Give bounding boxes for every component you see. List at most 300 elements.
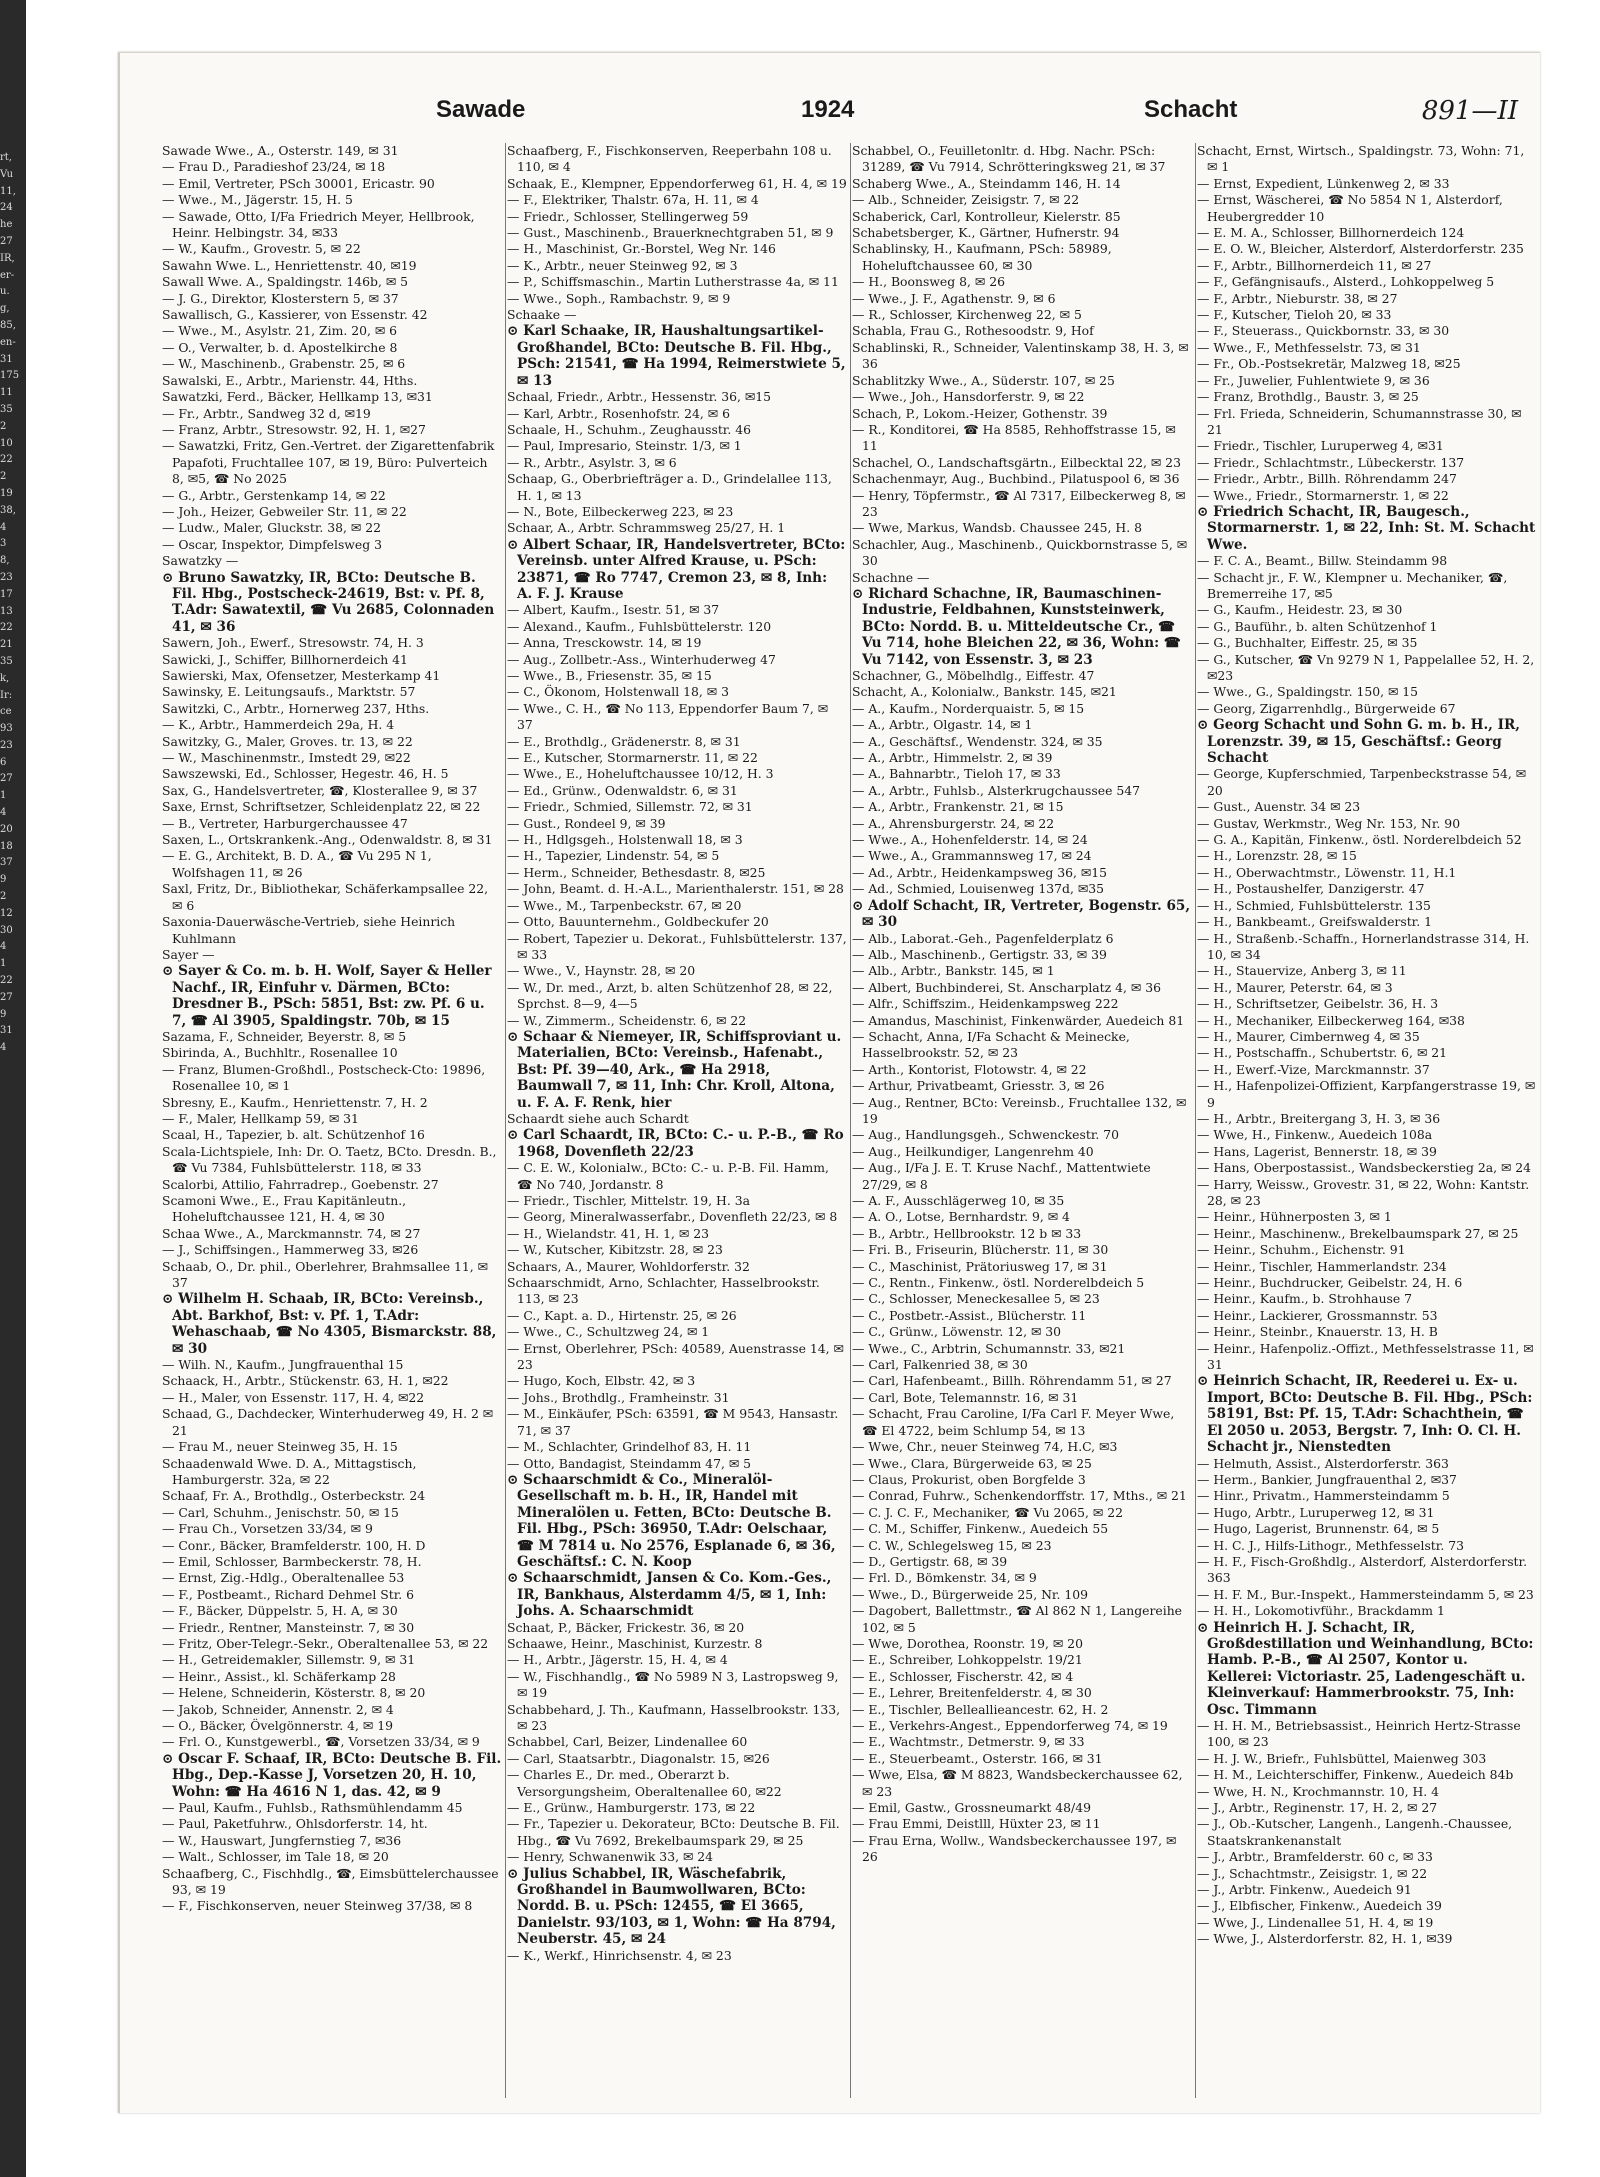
directory-entry: — Wwe., A., Grammannsweg 17, ✉ 24 [852,848,1092,864]
edge-fragment: 23 [0,571,13,583]
directory-entry: — Ernst, Zig.-Hdlg., Oberaltenallee 53 [162,1570,405,1586]
edge-fragment: 4 [0,1042,7,1054]
directory-entry: Schaak, E., Klempner, Eppendorferweg 61, H. 4, ✉ 19 [507,175,847,191]
directory-entry: — H., Maschinist, Gr.-Borstel, Weg Nr. 146 [507,241,776,257]
directory-entry: Saxonia-Dauerwäsche-Vertrieb, siehe Heinrich Kuhlmann [162,914,456,946]
adjacent-page-fragment [0,150,26,1057]
directory-entry: Schablinsky, H., Kaufmann, PSch: 58989, Hoheluftchaussee 60, ✉ 30 [852,241,1112,273]
directory-entry: — R., Konditorei, ☎ Ha 8585, Rehhoffstrasse 15, ✉ 11 [852,421,1176,454]
directory-entry: — A., Arbtr., Fuhlsb., Alsterkrugchaussee 547 [852,782,1140,798]
directory-entry: — Fr., Tapezier u. Dekorateur, BCto: Deutsche B. Fil. Hbg., ☎ Vu 7692, Brekelbaumspark 29, ✉ 25 [507,1816,840,1848]
directory-entry: — F., Arbtr., Billhornerdeich 11, ✉ 27 [1197,257,1432,273]
edge-fragment: 18 [0,840,13,852]
directory-entry: — Schacht, Anna, I/Fa Schacht & Meinecke, Hasselbrookstr. 52, ✉ 23 [852,1028,1130,1061]
directory-entry: — W., Maschinenb., Grabenstr. 25, ✉ 6 [162,356,406,372]
directory-entry: Schaal, Friedr., Arbtr., Hessenstr. 36, ✉15 [507,389,772,405]
directory-entry: — R., Schlosser, Kirchenweg 22, ✉ 5 [852,307,1082,323]
directory-entry: — Hugo, Koch, Elbstr. 42, ✉ 3 [507,1373,696,1389]
directory-entry: — F., Postbeamt., Richard Dehmel Str. 6 [162,1586,415,1602]
directory-entry: — H., Tapezier, Lindenstr. 54, ✉ 5 [507,848,720,864]
directory-entry: — Gust., Maschinenb., Brauerknechtgraben 51, ✉ 9 [507,225,834,241]
directory-entry: — Wwe, J., Lindenallee 51, H. 4, ✉ 19 [1197,1914,1434,1930]
directory-entry: — Hugo, Lagerist, Brunnenstr. 64, ✉ 5 [1197,1521,1440,1537]
directory-entry: — Carl, Staatsarbtr., Diagonalstr. 15, ✉26 [507,1750,770,1766]
edge-fragment: 1 [0,958,7,970]
directory-entry: — Helmuth, Assist., Alsterdorferstr. 363 [1197,1455,1449,1471]
directory-entry: Schaafberg, C., Fischhdlg., ☎, Eimsbüttelerchaussee 93, ✉ 19 [162,1865,499,1898]
directory-entry: Schachel, O., Landschaftsgärtn., Eilbecktal 22, ✉ 23 [852,454,1181,470]
directory-entry: — Hugo, Arbtr., Luruperweg 12, ✉ 31 [1197,1504,1435,1520]
edge-fragment: he [0,219,13,231]
column-4 [1197,143,1537,2098]
edge-fragment: 17 [0,588,13,600]
directory-entry: — Aug., Handlungsgeh., Schwenckestr. 70 [852,1127,1120,1143]
directory-entry: — C., Ökonom, Holstenwall 18, ✉ 3 [507,684,729,700]
directory-entry: — Wwe, J., Alsterdorferstr. 82, H. 1, ✉39 [1197,1931,1453,1947]
directory-entry: — H., Oberwachtmstr., Löwenstr. 11, H.1 [1197,864,1457,880]
directory-entry: — Gustav, Werkmstr., Weg Nr. 153, Nr. 90 [1197,815,1461,831]
edge-fragment: 24 [0,202,13,214]
directory-entry: — H. C. J., Hilfs-Lithogr., Methfesselstr. 73 [1197,1537,1464,1553]
edge-fragment: u. [0,286,10,298]
directory-entry: — C., Schlosser, Meneckesallee 5, ✉ 23 [852,1291,1100,1307]
directory-columns [162,143,1538,2098]
directory-entry: — Amandus, Maschinist, Finkenwärder, Auedeich 81 [852,1012,1185,1028]
directory-entry: Sazama, F., Schneider, Beyerstr. 8, ✉ 5 [162,1028,407,1044]
directory-entry: — Wwe., M., Asylstr. 21, Zim. 20, ✉ 6 [162,323,398,339]
edge-fragment: 20 [0,823,13,835]
page-header [118,88,1538,136]
directory-entry: — Friedr., Schmied, Sillemstr. 72, ✉ 31 [507,799,753,815]
directory-entry: Schaberg Wwe., A., Steindamm 146, H. 14 [852,175,1121,191]
directory-entry: — Wwe., C., Schultzweg 24, ✉ 1 [507,1324,710,1340]
directory-entry: — H., Lorenzstr. 28, ✉ 15 [1197,848,1357,864]
directory-entry: Schaad, G., Dachdecker, Winterhuderweg 49, H. 2 ✉ 21 [162,1406,494,1438]
directory-entry: — W., Fischhandlg., ☎ No 5989 N 3, Lastropsweg 9, ✉ 19 [507,1668,839,1701]
directory-entry: Schabla, Frau G., Rothesoodstr. 9, Hof [852,323,1094,339]
directory-entry: — A. F., Ausschlägerweg 10, ✉ 35 [852,1193,1065,1208]
page-number: 891—II [1421,96,1518,126]
directory-entry: — H., Maurer, Cimbernweg 4, ✉ 35 [1197,1028,1420,1044]
directory-entry: ⊙ Friedrich Schacht, IR, Baugesch., Stormarnerstr. 1, ✉ 22, Inh: St. M. Schacht Wwe. [1197,503,1536,553]
directory-entry: — Alexand., Kaufm., Fuhlsbüttelerstr. 120 [507,618,772,634]
directory-entry: — Schacht jr., F. W., Klempner u. Mechaniker, ☎, Bremerreihe 17, ✉5 [1197,569,1508,601]
directory-entry: Schablitzky Wwe., A., Süderstr. 107, ✉ 25 [852,372,1115,388]
directory-entry: — E. M. A., Schlosser, Billhornerdeich 124 [1197,225,1465,241]
edge-fragment: 2 [0,420,7,432]
directory-entry: — Georg, Mineralwasserfabr., Dovenfleth 22/23, ✉ 8 [507,1209,838,1225]
directory-entry: — Emil, Schlosser, Barmbeckerstr. 78, H. [162,1553,422,1569]
edge-fragment: 35 [0,403,13,415]
directory-entry: Saxen, L., Ortskrankenk.-Ang., Odenwaldstr. 8, ✉ 31 [162,832,493,848]
directory-entry: — Wwe., J. F., Agathenstr. 9, ✉ 6 [852,290,1056,306]
edge-fragment: IR, [0,252,15,264]
directory-entry: — Alb., Maschinenb., Gertigstr. 33, ✉ 39 [852,946,1107,962]
directory-entry: — D., Gertigstr. 68, ✉ 39 [852,1553,1008,1569]
edge-fragment: 2 [0,471,7,483]
directory-entry: — Charles E., Dr. med., Oberarzt b. Versorgungsheim, Oberaltenallee 60, ✉22 [507,1767,782,1799]
directory-entry: — Fr., Arbtr., Sandweg 32 d, ✉19 [162,405,371,421]
directory-entry: Schachner, G., Möbelhdlg., Eiffestr. 47 [852,668,1095,683]
directory-entry: — H., Postschaffn., Schubertstr. 6, ✉ 21 [1197,1045,1448,1061]
directory-entry: — J. G., Direktor, Klosterstern 5, ✉ 37 [162,290,399,306]
directory-entry: — Frl. D., Bömkenstr. 34, ✉ 9 [852,1570,1037,1586]
directory-entry: — E., Steuerbeamt., Osterstr. 166, ✉ 31 [852,1750,1103,1766]
directory-entry: — Otto, Bandagist, Steindamm 47, ✉ 5 [507,1455,752,1471]
edge-fragment: 12 [0,907,13,919]
directory-entry: — H. F., Fisch-Großhdlg., Alsterdorf, Alsterdorferstr. 363 [1197,1553,1528,1586]
directory-entry: — E., Wachtmstr., Detmerstr. 9, ✉ 33 [852,1734,1085,1750]
directory-entry: — F., Gefängnisaufs., Alsterd., Lohkoppelweg 5 [1197,274,1495,290]
directory-entry: ⊙ Georg Schacht und Sohn G. m. b. H., IR, Lorenzstr. 39, ✉ 15, Geschäftsf.: Georg Schacht [1197,717,1521,767]
directory-entry: — B., Vertreter, Harburgerchaussee 47 [162,815,408,831]
directory-entry: — Carl, Falkenried 38, ✉ 30 [852,1357,1028,1373]
directory-entry: — H., Schriftsetzer, Geibelstr. 36, H. 3 [1197,996,1439,1012]
directory-entry: — C., Maschinist, Prätoriusweg 17, ✉ 31 [852,1258,1108,1274]
directory-entry: — K., Arbtr., neuer Steinweg 92, ✉ 3 [507,257,738,273]
directory-entry: Schabbel, O., Feuilletonltr. d. Hbg. Nachr. PSch: 31289, ☎ Vu 7914, Schrötteringksweg 21, ✉ 37 [852,143,1166,175]
directory-entry: — H. F. M., Bur.-Inspekt., Hammersteindamm 5, ✉ 23 [1197,1586,1534,1602]
directory-entry: Scaal, H., Tapezier, b. alt. Schützenhof 16 [162,1127,425,1143]
directory-entry: — W., Kutscher, Kibitzstr. 28, ✉ 23 [507,1242,723,1258]
directory-entry: Schaack, H., Arbtr., Stückenstr. 63, H. 1, ✉22 [162,1373,449,1389]
directory-entry: ⊙ Oscar F. Schaaf, IR, BCto: Deutsche B. Fil. Hbg., Dep.-Kasse J, Vorsetzen 20, H. 10, Wohn: ☎ Ha 4616 N 1, das. 42, ✉ 9 [162,1750,502,1800]
directory-entry: — Georg, Zigarrenhdlg., Bürgerweide 67 [1197,700,1456,716]
directory-entry: — J., Arbtr. Finkenw., Auedeich 91 [1197,1882,1412,1898]
directory-entry: — C., Kapt. a. D., Hirtenstr. 25, ✉ 26 [507,1307,737,1323]
directory-entry: — Hinr., Privatm., Hammersteindamm 5 [1197,1488,1450,1504]
directory-entry: — J., Arbtr., Bramfelderstr. 60 c, ✉ 33 [1197,1849,1433,1865]
directory-entry: — Wwe., E., Hoheluftchaussee 10/12, H. 3 [507,766,774,782]
column-2 [507,143,847,2098]
edge-fragment: 31 [0,1025,13,1037]
directory-entry: — Wwe., D., Bürgerweide 25, Nr. 109 [852,1586,1089,1602]
directory-entry: — Frau D., Paradieshof 23/24, ✉ 18 [162,159,386,175]
directory-entry: — Frau Ch., Vorsetzen 33/34, ✉ 9 [162,1521,373,1537]
directory-entry: Sawszewski, Ed., Schlosser, Hegestr. 46, H. 5 [162,766,449,782]
edge-fragment: 3 [0,538,7,550]
directory-entry: — H., Boonsweg 8, ✉ 26 [852,274,1005,290]
directory-entry: — Hans, Lagerist, Bennerstr. 18, ✉ 39 [1197,1143,1437,1159]
directory-entry: Schabetsberger, K., Gärtner, Hufnerstr. 94 [852,225,1120,241]
directory-entry: — George, Kupferschmied, Tarpenbeckstrasse 54, ✉ 20 [1197,766,1527,798]
edge-fragment: Ir: [0,689,13,701]
edge-fragment: 9 [0,1008,7,1020]
directory-entry: — H. H. M., Betriebsassist., Heinrich Hertz-Strasse 100, ✉ 23 [1197,1718,1521,1750]
directory-entry: — Dagobert, Ballettmstr., ☎ Al 862 N 1, Langereihe 102, ✉ 5 [852,1603,1183,1635]
edge-fragment: 22 [0,622,13,634]
directory-entry: Scamoni Wwe., E., Frau Kapitänleutn., Hoheluftchaussee 121, H. 4, ✉ 30 [162,1193,407,1225]
edge-fragment: 8, [0,555,10,567]
directory-entry: — A., Ahrensburgerstr. 24, ✉ 22 [852,815,1055,831]
directory-entry: — E. G., Architekt, B. D. A., ☎ Vu 295 N 1, Wolfshagen 11, ✉ 26 [162,848,432,880]
directory-entry: — A., Arbtr., Olgastr. 14, ✉ 1 [852,717,1033,733]
edge-fragment: 6 [0,756,7,768]
directory-entry: — Heinr., Hühnerposten 3, ✉ 1 [1197,1209,1392,1225]
directory-entry: — W., Maschinenmstr., Imstedt 29, ✉22 [162,750,411,766]
directory-entry: Sawitzki, C., Arbtr., Hornerweg 237, Hths. [162,700,430,716]
directory-entry: ⊙ Schaar & Niemeyer, IR, Schiffsproviant u. Materialien, BCto: Vereinsb., Hafenabt., Bst: Pf. 39—40, Ark., ☎ Ha 2918, Baumwall 7, ✉ 11, Inh: Chr. Kroll, Altona, u. F. A. F. Renk, hier [507,1028,842,1111]
directory-entry: — G., Bauführ., b. alten Schützenhof 1 [1197,618,1438,634]
edge-fragment: Vu [0,168,14,180]
edge-fragment: 27 [0,235,13,247]
edge-fragment: 175 [0,370,20,382]
directory-entry: — Heinr., Lackierer, Grossmannstr. 53 [1197,1307,1438,1323]
directory-entry: — H., Bankbeamt., Greifswalderstr. 1 [1197,914,1432,930]
directory-entry: — F., Fischkonserven, neuer Steinweg 37/38, ✉ 8 [162,1898,473,1914]
edge-fragment: 85, [0,319,16,331]
directory-entry: Schabbel, Carl, Beizer, Lindenallee 60 [507,1734,748,1750]
directory-entry: — Wwe, H. N., Krochmannstr. 10, H. 4 [1197,1783,1440,1799]
directory-entry: ⊙ Bruno Sawatzky, IR, BCto: Deutsche B. Fil. Hbg., Postscheck-24619, Bst: v. Pf. 8, T.Adr: Sawatextil, ☎ Vu 2685, Colonnaden 41, ✉ 36 [162,569,495,635]
directory-entry: — W., Kaufm., Grovestr. 5, ✉ 22 [162,241,361,257]
directory-entry: Saxl, Fritz, Dr., Bibliothekar, Schäferkampsallee 22, ✉ 6 [162,881,489,913]
directory-entry: — C., Grünw., Löwenstr. 12, ✉ 30 [852,1324,1062,1340]
directory-entry: Schaawe, Heinr., Maschinist, Kurzestr. 8 [507,1635,763,1651]
directory-entry: — Hans, Oberpostassist., Wandsbeckerstieg 2a, ✉ 24 [1197,1160,1532,1176]
directory-entry: — Wwe, Markus, Wandsb. Chaussee 245, H. 8 [852,520,1142,536]
directory-entry: Schablinski, R., Schneider, Valentinskamp 38, H. 3, ✉ 36 [852,339,1189,372]
directory-entry: Sawallisch, G., Kassierer, von Essenstr. 42 [162,307,428,323]
edge-fragment: 27 [0,773,13,785]
directory-entry: — Wwe, Elsa, ☎ M 8823, Wandsbeckerchaussee 62, ✉ 23 [852,1767,1183,1799]
directory-entry: — Wwe., Soph., Rambachstr. 9, ✉ 9 [507,290,731,306]
directory-entry: Sawitzky, G., Maler, Groves. tr. 13, ✉ 22 [162,733,413,749]
directory-entry: — H., Schmied, Fuhlsbüttelerstr. 135 [1197,897,1431,913]
directory-entry: — H. J. W., Briefr., Fuhlsbüttel, Maienweg 303 [1197,1750,1487,1766]
directory-entry: — Wwe., C. H., ☎ No 113, Eppendorfer Baum 7, ✉ 37 [507,700,829,733]
directory-entry: — Emil, Gastw., Grossneumarkt 48/49 [852,1800,1091,1816]
directory-entry: — Franz, Arbtr., Stresowstr. 92, H. 1, ✉27 [162,421,426,437]
directory-entry: — O., Verwalter, b. d. Apostelkirche 8 [162,339,398,355]
directory-entry: Schachne — [852,569,930,585]
directory-entry: — J., Schachtmstr., Zeisigstr. 1, ✉ 22 [1197,1865,1428,1881]
edge-fragment: 2 [0,891,7,903]
directory-entry: Schaaf, Fr. A., Brothdlg., Osterbeckstr. 24 [162,1488,426,1504]
directory-entry: Schabbehard, J. Th., Kaufmann, Hasselbrookstr. 133, ✉ 23 [507,1701,841,1733]
edge-fragment: 93 [0,723,13,735]
directory-entry: ⊙ Julius Schabbel, IR, Wäschefabrik, Großhandel in Baumwollwaren, BCto: Nordd. B. u. PSch: 12455, ☎ El 3665, Danielstr. 93/103, ✉ 1, Wohn: ☎ Ha 8794, Neuberstr. 45, ✉ 24 [507,1865,836,1948]
directory-entry: — Gust., Auenstr. 34 ✉ 23 [1197,799,1361,815]
directory-entry: — Alfr., Schiffszim., Heidenkampsweg 222 [852,996,1119,1012]
edge-fragment: 23 [0,739,13,751]
directory-entry: — J., Elbfischer, Finkenw., Auedeich 39 [1197,1898,1442,1914]
directory-entry: — Carl, Hafenbeamt., Billh. Röhrendamm 51, ✉ 27 [852,1373,1172,1389]
directory-entry: ⊙ Adolf Schacht, IR, Vertreter, Bogenstr. 65, ✉ 30 [852,897,1191,931]
directory-entry: — Wilh. N., Kaufm., Jungfrauenthal 15 [162,1357,404,1373]
edge-fragment: k, [0,672,10,684]
directory-entry: — Ed., Grünw., Odenwaldstr. 6, ✉ 31 [507,782,738,798]
directory-entry: — Wwe., C., Arbtrin, Schumannstr. 33, ✉21 [852,1340,1126,1356]
header-last-entry: Schacht [1144,96,1238,123]
directory-entry: — A., Geschäftsf., Wendenstr. 324, ✉ 35 [852,733,1103,749]
directory-entry: — Wwe, H., Finkenw., Auedeich 108a [1197,1127,1433,1143]
directory-entry: — A., Arbtr., Himmelstr. 2, ✉ 39 [852,750,1053,766]
directory-entry: Sawatzky — [162,553,239,569]
directory-entry: Sax, G., Handelsvertreter, ☎, Klosterallee 9, ✉ 37 [162,782,478,798]
directory-entry: — Ernst, Expedient, Lünkenweg 2, ✉ 33 [1197,175,1450,191]
directory-entry: — Wwe., Friedr., Stormarnerstr. 1, ✉ 22 [1197,487,1449,503]
directory-entry: — Wwe, Dorothea, Roonstr. 19, ✉ 20 [852,1635,1083,1651]
edge-fragment: 37 [0,857,13,869]
directory-entry: — Wwe., F., Methfesselstr. 73, ✉ 31 [1197,339,1421,355]
directory-entry: — H., Maler, von Essenstr. 117, H. 4, ✉22 [162,1389,425,1405]
directory-entry: — Sawade, Otto, I/Fa Friedrich Meyer, Hellbrook, Heinr. Helbingstr. 34, ✉33 [162,208,475,241]
directory-entry: — Ernst, Wäscherei, ☎ No 5854 N 1, Alsterdorf, Heubergredder 10 [1197,192,1503,224]
directory-entry: Schaat, P., Bäcker, Frickestr. 36, ✉ 20 [507,1619,745,1635]
directory-entry: — Henry, Schwanenwik 33, ✉ 24 [507,1849,714,1865]
directory-entry: — Frau Emmi, Deistlll, Hüxter 23, ✉ 11 [852,1816,1101,1832]
directory-entry: Schaarschmidt, Arno, Schlachter, Hasselbrookstr. 113, ✉ 23 [507,1275,820,1307]
directory-entry: Schacht, Ernst, Wirtsch., Spaldingstr. 73, Wohn: 71, ✉ 1 [1197,143,1525,175]
directory-entry: Schaab, O., Dr. phil., Oberlehrer, Brahmsallee 11, ✉ 37 [162,1258,489,1291]
directory-entry: — Johs., Brothdlg., Framheinstr. 31 [507,1389,730,1405]
directory-entry: Schachler, Aug., Maschinenb., Quickbornstrasse 5, ✉ 30 [852,536,1188,569]
edge-fragment: 11, [0,185,16,197]
directory-entry: — M., Einkäufer, PSch: 63591, ☎ M 9543, Hansastr. 71, ✉ 37 [507,1406,839,1438]
edge-fragment: 11 [0,387,13,399]
directory-entry: — Fr., Ob.-Postsekretär, Malzweg 18, ✉25 [1197,356,1461,372]
directory-entry: ⊙ Sayer & Co. m. b. H. Wolf, Sayer & Heller Nachf., IR, Einfuhr v. Därmen, BCto: Dresdner B., PSch: 5851, Bst: zw. Pf. 6 u. 7, ☎ Al 3905, Spaldingstr. 70b, ✉ 15 [162,963,492,1029]
directory-entry: Schaafberg, F., Fischkonserven, Reeperbahn 108 u. 110, ✉ 4 [507,143,832,175]
directory-entry: — W., Dr. med., Arzt, b. alten Schützenhof 28, ✉ 22, Sprchst. 8—9, 4—5 [507,979,833,1012]
directory-entry: — E. O. W., Bleicher, Alsterdorf, Alsterdorferstr. 235 [1197,241,1524,257]
directory-entry: — C., Rentn., Finkenw., östl. Norderelbdeich 5 [852,1275,1145,1291]
directory-entry: — Friedr., Rentner, Mansteinstr. 7, ✉ 30 [162,1619,415,1635]
directory-entry: — Jakob, Schneider, Annenstr. 2, ✉ 4 [162,1701,394,1717]
directory-entry: — Friedr., Arbtr., Billh. Röhrendamm 247 [1197,471,1457,487]
directory-entry: — A., Bahnarbtr., Tieloh 17, ✉ 33 [852,766,1061,782]
directory-entry: Sawall Wwe. A., Spaldingstr. 146b, ✉ 5 [162,274,409,290]
directory-entry: Sayer — [162,946,215,962]
directory-entry: — Helene, Schneiderin, Kösterstr. 8, ✉ 20 [162,1685,426,1701]
edge-fragment: 27 [0,991,13,1003]
directory-entry: — G. A., Kapitän, Finkenw., östl. Norderelbdeich 52 [1197,832,1522,848]
directory-entry: — G., Buchhalter, Eiffestr. 25, ✉ 35 [1197,635,1418,651]
directory-entry: Sawalski, E., Arbtr., Marienstr. 44, Hths. [162,372,418,388]
directory-entry: — N., Bote, Eilbeckerweg 223, ✉ 23 [507,503,734,519]
edge-fragment: 13 [0,605,13,617]
directory-entry: — Alb., Arbtr., Bankstr. 145, ✉ 1 [852,963,1055,979]
directory-entry: — Paul, Paketfuhrw., Ohlsdorferstr. 14, ht. [162,1816,428,1832]
directory-entry: — Heinr., Tischler, Hammerlandstr. 234 [1197,1258,1447,1274]
column-3 [852,143,1192,2098]
directory-entry: — G., Kutscher, ☎ Vn 9279 N 1, Pappelallee 52, H. 2, ✉23 [1197,651,1535,683]
directory-entry: — K., Werkf., Hinrichsenstr. 4, ✉ 23 [507,1947,732,1963]
directory-entry: — E., Tischler, Belleallieancestr. 62, H. 2 [852,1701,1109,1717]
directory-entry: — G., Kaufm., Heidestr. 23, ✉ 30 [1197,602,1403,618]
directory-entry: — H., Mechaniker, Eilbeckerweg 164, ✉38 [1197,1012,1465,1028]
directory-entry: — Carl, Schuhm., Jenischstr. 50, ✉ 15 [162,1504,399,1520]
directory-entry: — Paul, Impresario, Steinstr. 1/3, ✉ 1 [507,438,742,454]
directory-entry: — Robert, Tapezier u. Dekorat., Fuhlsbüttelerstr. 137, ✉ 33 [507,930,847,962]
directory-entry: ⊙ Wilhelm H. Schaab, IR, BCto: Vereinsb., Abt. Barkhof, Bst: v. Pf. 1, T.Adr: Wehaschaab, ☎ No 4305, Bismarckstr. 88, ✉ 30 [162,1291,497,1357]
directory-entry: — Otto, Bauunternehm., Goldbeckufer 20 [507,914,769,930]
directory-entry: — Fritz, Ober-Telegr.-Sekr., Oberaltenallee 53, ✉ 22 [162,1635,489,1651]
directory-entry: — Paul, Kaufm., Fuhlsb., Rathsmühlendamm 45 [162,1800,463,1816]
directory-entry: — J., Ob.-Kutscher, Langenh., Langenh.-Chaussee, Staatskrankenanstalt [1197,1816,1513,1848]
directory-entry: — Wwe., V., Haynstr. 28, ✉ 20 [507,963,696,979]
directory-entry: — H., Stauervize, Anberg 3, ✉ 11 [1197,963,1407,979]
edge-fragment: 4 [0,941,7,953]
directory-entry: — H., Hdlgsgeh., Holstenwall 18, ✉ 3 [507,832,743,848]
directory-entry: — C. M., Schiffer, Finkenw., Auedeich 55 [852,1521,1109,1537]
directory-entry: ⊙ Heinrich H. J. Schacht, IR, Großdestillation und Weinhandlung, BCto: Hamb. P.-B., ☎ Al 2507, Kontor u. Kellerei: Victoriastr. 25, Ladengeschäft u. Kleinverkauf: Hammerbrookstr. 75, Inh: Osc. Timmann [1197,1619,1534,1718]
directory-entry: — H., Wielandstr. 41, H. 1, ✉ 23 [507,1225,709,1241]
directory-entry: — G., Arbtr., Gerstenkamp 14, ✉ 22 [162,487,386,503]
directory-entry: — Wwe., A., Hohenfelderstr. 14, ✉ 24 [852,832,1088,848]
edge-fragment: en- [0,336,16,348]
directory-entry: — C., Postbetr.-Assist., Blücherstr. 11 [852,1307,1087,1323]
directory-entry: Sawern, Joh., Ewerf., Stresowstr. 74, H. 3 [162,635,424,651]
directory-entry: — Wwe., M., Tarpenbeckstr. 67, ✉ 20 [507,897,742,913]
directory-entry: — F., Kutscher, Tieloh 20, ✉ 33 [1197,307,1392,323]
directory-entry: — Ad., Arbtr., Heidenkampsweg 36, ✉15 [852,864,1108,880]
directory-entry: — Albert, Kaufm., Isestr. 51, ✉ 37 [507,602,720,618]
directory-entry: — Ernst, Oberlehrer, PSch: 40589, Auenstrasse 14, ✉ 23 [507,1340,844,1373]
edge-fragment: ce [0,706,12,718]
directory-entry: — R., Arbtr., Asylstr. 3, ✉ 6 [507,454,677,470]
directory-entry: — H., Maurer, Peterstr. 64, ✉ 3 [1197,979,1393,995]
directory-entry: — A., Arbtr., Frankenstr. 21, ✉ 15 [852,799,1064,815]
directory-entry: Schaadenwald Wwe. D. A., Mittagstisch, Hamburgerstr. 32a, ✉ 22 [162,1455,417,1487]
directory-entry: — C. E. W., Kolonialw., BCto: C.- u. P.-B. Fil. Hamm, ☎ No 740, Jordanstr. 8 [507,1160,829,1192]
header-first-entry: Sawade [436,96,526,123]
directory-entry: — E., Brothdlg., Grädenerstr. 8, ✉ 31 [507,733,741,749]
directory-entry: — A., Kaufm., Norderquaistr. 5, ✉ 15 [852,700,1085,716]
directory-entry: — Aug., Heilkundiger, Langenrehm 40 [852,1143,1094,1159]
edge-fragment: 38, [0,504,16,516]
directory-entry: — Alb., Schneider, Zeisigstr. 7, ✉ 22 [852,192,1080,208]
edge-fragment: rt, [0,152,12,163]
directory-entry: — Alb., Laborat.-Geh., Pagenfelderplatz 6 [852,930,1114,946]
directory-entry: — Heinr., Schuhm., Eichenstr. 91 [1197,1242,1406,1258]
edge-fragment: 19 [0,487,13,499]
directory-entry: — Frau Erna, Wollw., Wandsbeckerchaussee 197, ✉ 26 [852,1832,1177,1865]
directory-entry: — E., Schlosser, Fischerstr. 42, ✉ 4 [852,1668,1074,1684]
directory-entry: — Walt., Schlosser, im Tale 18, ✉ 20 [162,1849,389,1865]
directory-entry: — Anna, Tresckowstr. 14, ✉ 19 [507,635,702,651]
directory-entry: — Schacht, Frau Caroline, I/Fa Carl F. Meyer Wwe, ☎ El 4722, beim Schlump 54, ✉ 13 [852,1406,1175,1438]
edge-fragment: 21 [0,639,13,651]
directory-entry: Schaake — [507,307,577,323]
directory-entry: — E., Grünw., Hamburgerstr. 173, ✉ 22 [507,1800,756,1816]
directory-entry: — H., Ewerf.-Vize, Marckmannstr. 37 [1197,1061,1430,1077]
directory-entry: — B., Arbtr., Hellbrookstr. 12 b ✉ 33 [852,1225,1082,1241]
directory-entry: — Ad., Schmied, Louisenweg 137d, ✉35 [852,881,1105,897]
directory-entry: — Friedr., Tischler, Luruperweg 4, ✉31 [1197,438,1444,454]
edge-fragment: 4 [0,807,7,819]
directory-entry: — Conr., Bäcker, Bramfelderstr. 100, H. D [162,1537,426,1553]
directory-entry: Sawinsky, E. Leitungsaufs., Marktstr. 57 [162,684,416,700]
directory-entry: — Wwe, Chr., neuer Steinweg 74, H.C, ✉3 [852,1439,1118,1455]
edge-fragment: 10 [0,437,13,449]
directory-entry: — O., Bäcker, Övelgönnerstr. 4, ✉ 19 [162,1718,393,1733]
directory-entry: — Wwe., G., Spaldingstr. 150, ✉ 15 [1197,684,1419,700]
directory-entry: — F., Elektriker, Thalstr. 67a, H. 11, ✉ 4 [507,192,759,208]
directory-entry: — W., Hauswart, Jungfernstieg 7, ✉36 [162,1832,402,1848]
directory-entry: — Conrad, Fuhrw., Schenkendorffstr. 17, Mths., ✉ 21 [852,1488,1187,1504]
directory-entry: ⊙ Carl Schaardt, IR, BCto: C.- u. P.-B., ☎ Ro 1968, Dovenfleth 22/23 [507,1127,844,1160]
directory-entry: — E., Verkehrs-Angest., Eppendorferweg 74, ✉ 19 [852,1718,1168,1733]
edge-fragment: 30 [0,924,13,936]
directory-entry: — Emil, Vertreter, PSch 30001, Ericastr. 90 [162,175,435,191]
directory-entry: — F., Bäcker, Düppelstr. 5, H. A, ✉ 30 [162,1603,398,1619]
directory-entry: Schaar, A., Arbtr. Schrammsweg 25/27, H. 1 [507,520,786,536]
directory-entry: — John, Beamt. d. H.-A.L., Marienthalerstr. 151, ✉ 28 [507,881,844,897]
directory-entry: Schacht, A., Kolonialw., Bankstr. 145, ✉21 [852,684,1117,700]
directory-entry: — P., Schiffsmaschin., Martin Lutherstrasse 4a, ✉ 11 [507,274,839,290]
